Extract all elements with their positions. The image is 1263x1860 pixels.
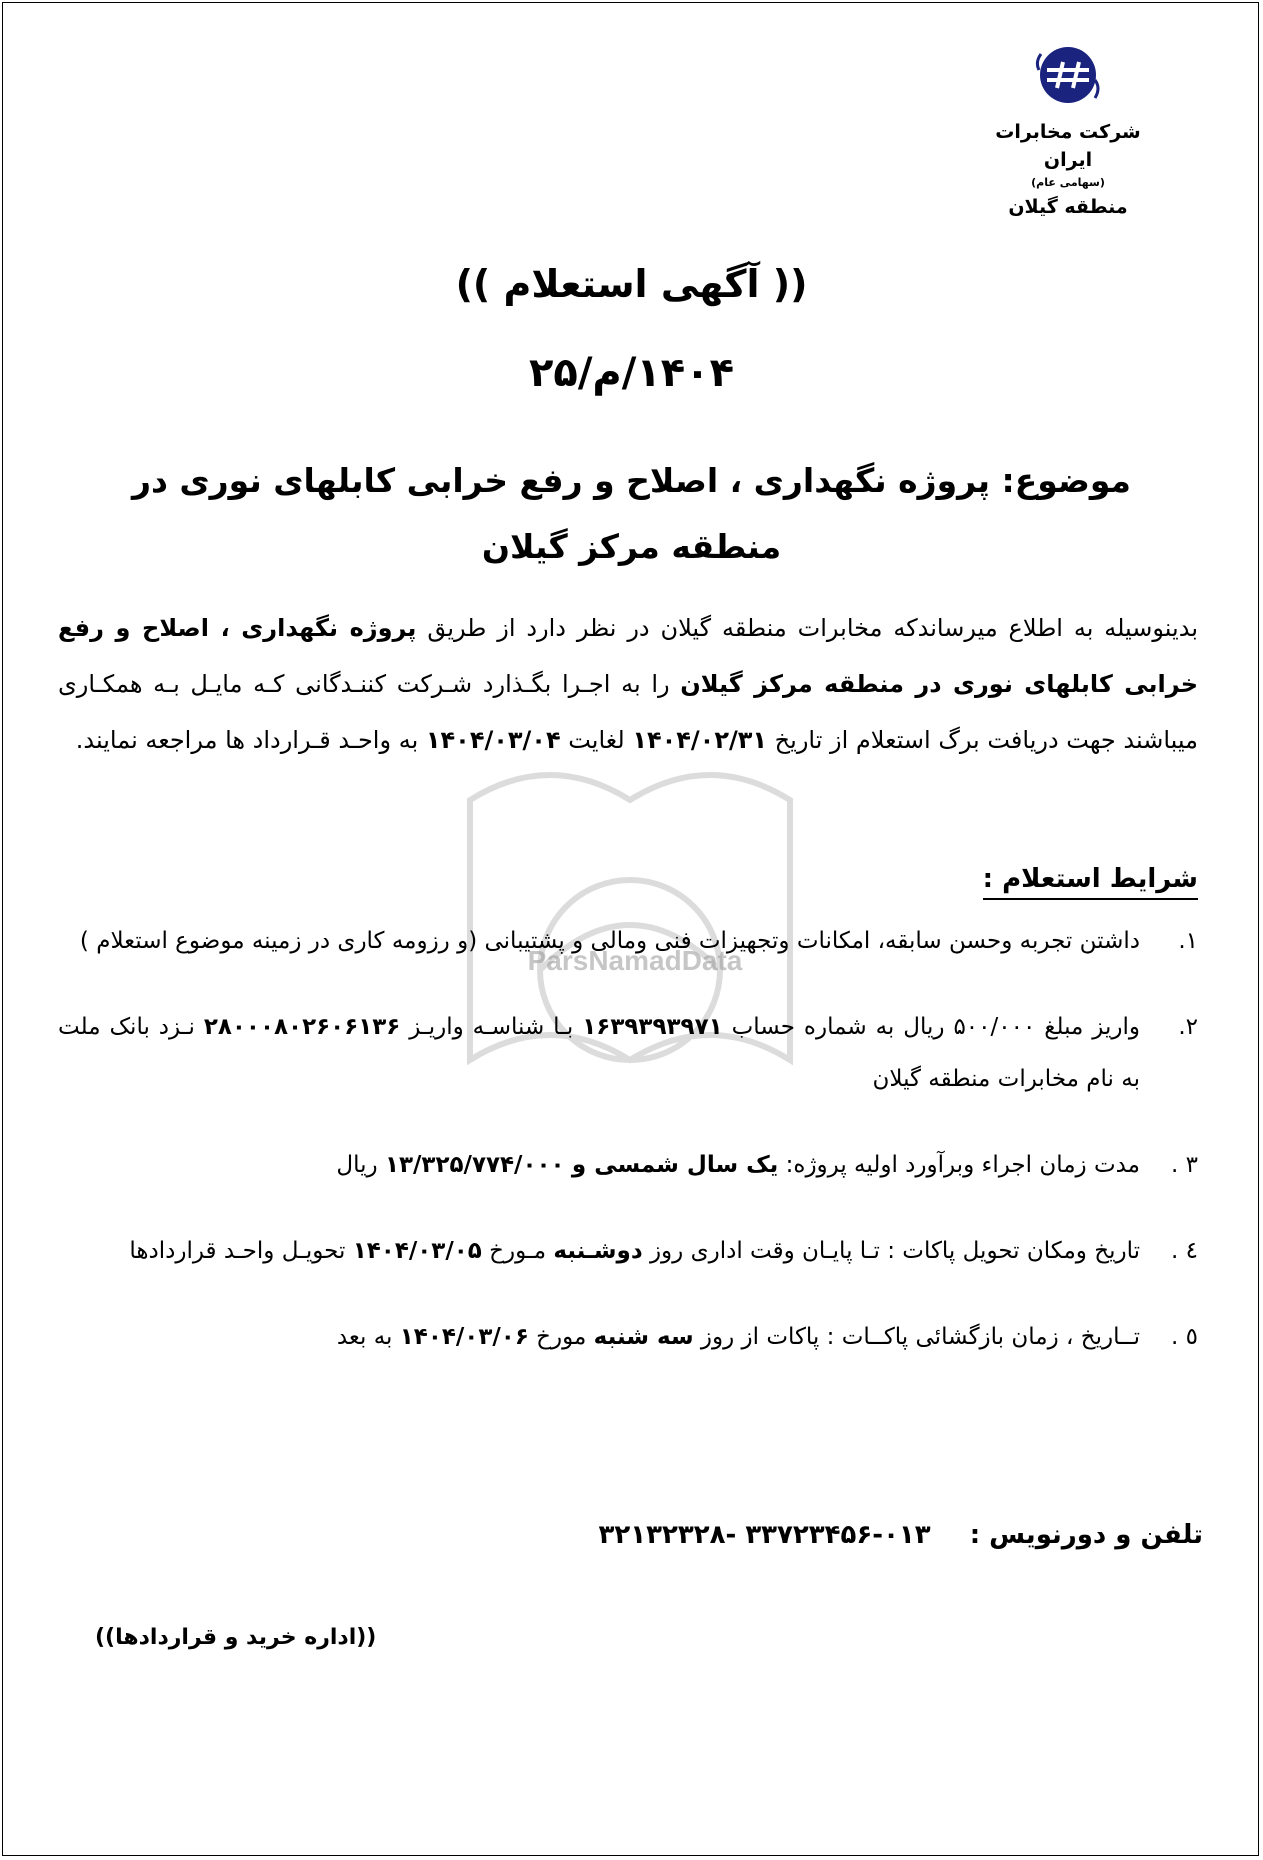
region-name: منطقه گیلان (1008, 196, 1128, 218)
conditions-title: شرایط استعلام : (983, 860, 1198, 900)
estimated-amount: ۱۳/۳۲۵/۷۷۴/۰۰۰ (384, 1152, 565, 1178)
tci-logo (1033, 40, 1103, 110)
condition-text (58, 1139, 1140, 1191)
condition-text: داشتن تجربه وحسن سابقه، امکانات وتجهیزات فنی ومالی و پشتیبانی (و رزومه کاری در زمینه موضوع استعلام ) (79, 928, 1140, 954)
company-type: (سهامی عام) (1031, 176, 1105, 189)
delivery-date: ۱۴۰۴/۰۳/۰۵ (352, 1238, 482, 1264)
body-text-3: لغایت (560, 726, 633, 754)
condition-number: ۳ . (1171, 1152, 1198, 1178)
company-name: شرکت مخابرات ایران (995, 121, 1141, 171)
letterhead (968, 40, 1168, 222)
condition-text-part: مورخ (528, 1324, 594, 1350)
body-text-2: را به اجـرا بگـذارد شـرکت کننـدگانی کـه مایـل بـه همکـاری میباشند جهت دریافت برگ استعلام از تاریخ (58, 670, 1198, 754)
phone-label: تلفن و دورنویس : (969, 1520, 1203, 1550)
condition-text-part: تــاریخ ، زمان بازگشائی پاکــات : پاکات از روز (693, 1324, 1140, 1350)
condition-text (58, 1311, 1140, 1363)
date-to: ۱۴۰۴/۰۳/۰۴ (425, 726, 561, 754)
project-name: پروژه نگهداری ، اصلاح و رفع خرابی کابلهای نوری در منطقه مرکز گیلان (58, 614, 1199, 698)
conditions-list (58, 915, 1198, 1397)
condition-text-part: تاریخ ومکان تحویل پاکات : تـا پایـان وقت اداری روز (642, 1238, 1140, 1264)
condition-text-part: مدت زمان اجراء وبرآورد اولیه پروژه: (778, 1152, 1140, 1178)
condition-text-part: واریز مبلغ ۵۰۰/۰۰۰ ریال به شماره حساب (722, 1014, 1141, 1040)
notice-subject: موضوع: پروژه نگهداری ، اصلاح و رفع خرابی کابلهای نوری در منطقه مرکز گیلان (132, 461, 1131, 566)
condition-text-part: به بعد (336, 1324, 400, 1350)
phone-numbers: ۰۱۳-۳۳۷۲۳۴۵۶ -۳۲۱۳۲۳۲۸ (598, 1520, 931, 1550)
condition-item (58, 915, 1198, 967)
watermark-brand: ParsNamadData (527, 945, 743, 976)
condition-text-part: مـورخ (481, 1238, 554, 1264)
condition-number: ٥ . (1171, 1324, 1198, 1350)
body-text-1: بدینوسیله به اطلاع میرساندکه مخابرات منطقه گیلان در نظر دارد از طریق (416, 614, 1199, 642)
delivery-day: دوشـنبه (553, 1238, 643, 1264)
condition-text-part: تحویـل واحـد قراردادها (129, 1238, 353, 1264)
contact-phone (599, 1520, 1203, 1550)
account-number: ۱۶۳۹۳۹۳۹۷۱ (582, 1014, 723, 1040)
condition-item (58, 1225, 1198, 1277)
condition-text-part: بـا شناسـه واریـز (400, 1014, 583, 1040)
opening-day: سه شنبه (593, 1324, 694, 1350)
notice-number: ۱۴۰۴/م/۲۵ (528, 350, 735, 396)
project-duration: یک سال شمسی و (571, 1152, 779, 1178)
condition-item (58, 1139, 1198, 1191)
condition-text-part: ریال (336, 1152, 385, 1178)
notice-body (58, 600, 1198, 768)
issuer-office: ((اداره خرید و قراردادها)) (95, 1625, 377, 1650)
condition-text (58, 1001, 1140, 1105)
condition-item (58, 1311, 1198, 1363)
opening-date: ۱۴۰۴/۰۳/۰۶ (399, 1324, 529, 1350)
condition-number: ۱. (1178, 928, 1198, 954)
date-from: ۱۴۰۴/۰۲/۳۱ (632, 726, 768, 754)
deposit-id: ۲۸۰۰۰۸۰۲۶۰۶۱۳۶ (203, 1014, 401, 1040)
condition-item (58, 1001, 1198, 1105)
condition-number: ۲. (1178, 1014, 1198, 1040)
condition-text (58, 1225, 1140, 1277)
condition-text-part: نـزد بانک ملت به نام مخابرات منطقه گیلان (58, 1014, 1140, 1092)
body-text-4: به واحـد قـرارداد ها مراجعه نمایند. (75, 726, 426, 754)
notice-title: (( آگهی استعلام )) (455, 262, 808, 306)
condition-number: ٤ . (1171, 1238, 1198, 1264)
